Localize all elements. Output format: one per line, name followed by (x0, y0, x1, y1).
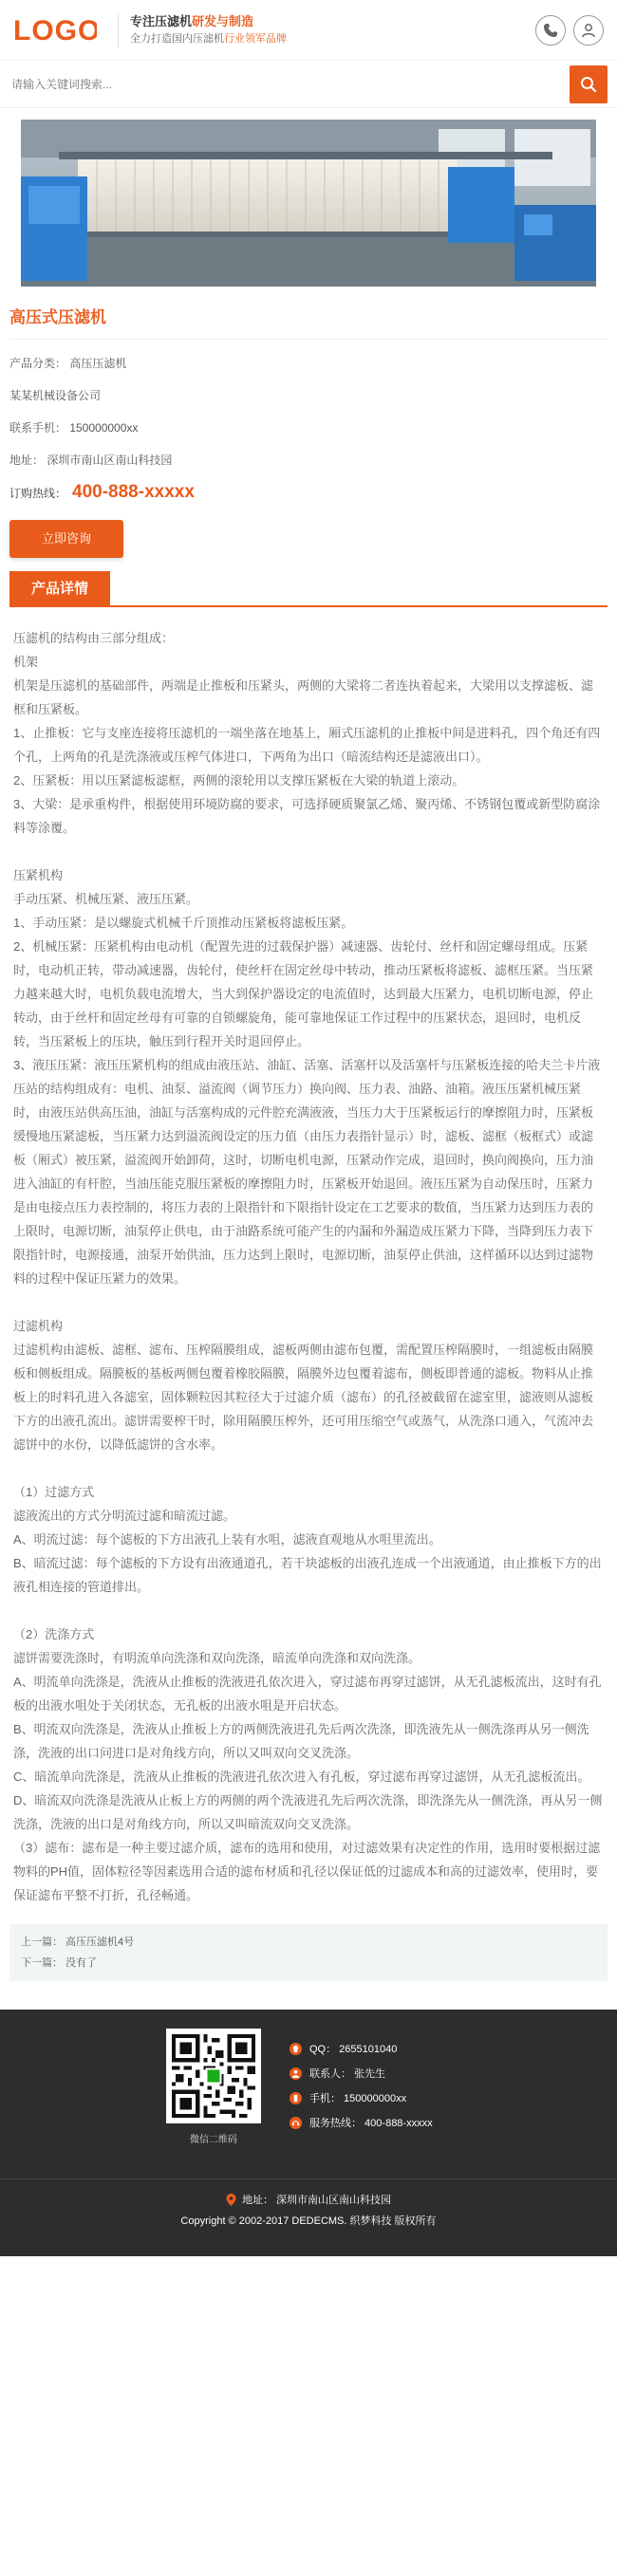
footer-address (0, 2192, 617, 2207)
content-paragraph: 滤饼需要洗涤时，有明流单向洗涤和双向洗涤，暗流单向洗涤和双向洗涤。 (13, 1651, 421, 1665)
company-address: 地址： 深圳市南山区南山科技园 (9, 454, 173, 467)
detail-tab-bar (9, 571, 608, 607)
product-image (21, 120, 596, 287)
content-paragraph: 滤液流出的方式分明流过滤和暗流过滤。 (13, 1509, 236, 1523)
headset-icon (290, 2117, 302, 2129)
content-paragraph: D、暗流双向洗涤是洗液从止板上方的两侧的两个洗液进孔先后两次洗涤，即洗涤先从一侧洗涤，再从另一侧洗涤，洗液的出口是对角线方向，所以又叫暗流双向交叉洗涤。 (13, 1793, 603, 1831)
order-hotline (9, 482, 608, 503)
section-heading: 机架 (13, 655, 39, 669)
search-icon (580, 76, 597, 93)
product-title: 高压式压滤机 (9, 308, 106, 326)
phone-icon (543, 23, 558, 38)
content-paragraph: 压滤机的结构由三部分组成： (13, 631, 175, 645)
company-name: 某某机械设备公司 (9, 389, 102, 402)
prev-article-link[interactable]: 上一篇： 高压压滤机4号 (21, 1937, 135, 1948)
footer-qq[interactable] (290, 2036, 433, 2061)
content-paragraph: 1、手动压紧：是以螺旋式机械千斤顶推动压紧板将滤板压紧。 (13, 916, 354, 930)
content-paragraph: （1）过滤方式 (13, 1485, 95, 1499)
contact-mobile: 联系手机： 150000000xx (9, 421, 139, 435)
consult-button[interactable]: 立即咨询 (9, 520, 123, 558)
qr-label: 微信二维码 (190, 2135, 237, 2145)
filter-press-photo (21, 120, 596, 287)
mobile-icon (290, 2092, 302, 2104)
section-heading: 压紧机构 (13, 868, 64, 882)
hotline-number[interactable]: 400-888-xxxxx (72, 482, 195, 502)
hotline-label: 订购热线： (9, 486, 67, 500)
header-tagline (118, 13, 287, 47)
content-paragraph: B、暗流过滤：每个滤板的下方设有出液通道孔，若干块滤板的出液孔连成一个出液通道，由止推板下方的出液孔相连接的管道排出。 (13, 1556, 602, 1594)
search-bar (0, 61, 617, 108)
content-paragraph: 手动压紧、机械压紧、液压压紧。 (13, 892, 199, 906)
paragraph-spacer (13, 1456, 604, 1480)
header-icons (535, 15, 604, 46)
search-button[interactable] (570, 65, 608, 103)
site-footer (0, 2010, 617, 2256)
content-paragraph: （3）滤布：滤布是一种主要过滤介质，滤布的选用和使用，对过滤效果有决定性的作用，选用时要根据过滤物料的PH值，固体粒径等因素选用合适的滤布材质和孔径以保证低的过滤成本和高的过滤效率，使用时，要保证滤布平整不打折，孔径畅通。 (13, 1841, 601, 1902)
footer-contacts (290, 2036, 433, 2135)
content-paragraph: 3、大梁：是承重构件，根据使用环境防腐的要求，可选择硬质聚氯乙烯、聚丙烯、不锈钢包覆或新型防腐涂料等涂覆。 (13, 797, 601, 835)
product-category: 产品分类： 高压压滤机 (9, 357, 127, 370)
tagline-1a: 专注压滤机 (130, 13, 193, 28)
content-paragraph: A、明流单向洗涤是，洗液从止推板的洗液进孔依次进入，穿过滤布再穿过滤饼，从无孔滤板流出，这时有孔板的出液水咀处于关闭状态，无孔板的出液水咀是开启状态。 (13, 1675, 602, 1713)
footer-divider (0, 2178, 617, 2179)
user-icon (581, 23, 596, 38)
person-icon (290, 2067, 302, 2080)
content-paragraph: C、暗流单向洗涤是，洗液从止推板的洗液进孔依次进入有孔板，穿过滤布再穿过滤饼，从无孔滤板流出。 (13, 1770, 590, 1784)
content-paragraph: 机架是压滤机的基础部件，两端是止推板和压紧头，两侧的大梁将二者连执着起来，大梁用以支撑滤板、滤框和压紧板。 (13, 678, 594, 716)
footer-contact-person (290, 2061, 433, 2085)
section-heading: 过滤机构 (13, 1319, 64, 1333)
content-paragraph: 1、止推板：它与支座连接将压滤机的一端坐落在地基上，厢式压滤机的止推板中间是进料孔，四个角还有四个孔，上两角的孔是洗涤液或压榨气体进口，下两角为出口（暗流结构还是滤液出口）。 (13, 726, 601, 764)
content-paragraph: （2）洗涤方式 (13, 1627, 95, 1641)
footer-service-text: 服务热线： 400-888-xxxxx (309, 2118, 433, 2129)
tagline-2a: 全力打造国内压滤机 (130, 32, 224, 45)
footer-qq-text: QQ： 2655101040 (309, 2044, 398, 2055)
footer-address-text: 地址： 深圳市南山区南山科技园 (241, 2195, 392, 2206)
tagline-2b: 行业领军品牌 (224, 32, 287, 45)
paragraph-spacer (13, 1290, 604, 1314)
content-paragraph: 过滤机构由滤板、滤框、滤布、压榨隔膜组成，滤板两侧由滤布包覆，需配置压榨隔膜时，一组滤板由隔膜板和侧板组成。隔膜板的基板两侧包覆着橡胶隔膜，隔膜外边包覆着滤布，侧板即普通的滤板。物料从止推板上的时料孔进入各滤室，固体颗粒因其粒径大于过滤介质（滤布）的孔径被截留在滤室里，滤液则从滤板下方的出液孔流出。滤饼需要榨干时，除用隔膜压榨外，还可用压缩空气或蒸气，从洗涤口通入，气流冲去滤饼中的水份，以降低滤饼的含水率。 (13, 1343, 594, 1452)
footer-mobile-text: 手机： 150000000xx (309, 2093, 407, 2104)
qr-code-icon (172, 2034, 255, 2118)
tab-product-details[interactable]: 产品详情 (9, 571, 110, 607)
footer-mobile[interactable] (290, 2085, 433, 2110)
phone-button[interactable] (535, 15, 566, 46)
content-paragraph: 3、液压压紧：液压压紧机构的组成由液压站、油缸、活塞、活塞杆以及活塞杆与压紧板连接的哈夫兰卡片液压站的结构组成有：电机、油泵、溢流阀（调节压力）换向阀、压力表、油路、油箱。液压压紧机械压紧时，由液压站供高压油，油缸与活塞构成的元件腔充满液液，当压力大于压紧板运行的摩擦阻力时，压紧板缓慢地压紧滤板，当压紧力达到溢流阀设定的压力值（由压力表指针显示）时，滤板、滤框（板框式）或滤板（厢式）被压紧，溢流阀开始卸荷，这时，切断电机电源，压紧动作完成，退回时，换向阀换向，压力油进入油缸的有杆腔，当油压能克服压紧板的摩擦阻力时，压紧板开始退回。液压压紧为自动保压时，压紧力是由电接点压力表控制的，将压力表的上限指针和下限指针设定在工艺要求的数值，当压紧力达到压力表的上限时，电源切断，油泵停止供电，由于油路系统可能产生的内漏和外漏造成压紧力下降，当降到压力表下限指针时，电源接通，油泵开始供油，压力达到上限时，电源切断，油泵停止供油，这样循环以达到过滤物料的过程中保证压紧力的效果。 (13, 1058, 601, 1286)
content-paragraph: 2、压紧板：用以压紧滤板滤框，两侧的滚轮用以支撑压紧板在大梁的轨道上滚动。 (13, 773, 465, 788)
copyright: Copyright © 2002-2017 DEDECMS. 织梦科技 版权所有 (180, 2215, 437, 2227)
article-nav (9, 1924, 608, 1981)
next-article-link[interactable]: 下一篇： 没有了 (21, 1957, 98, 1969)
logo-text: LOGO (13, 14, 97, 46)
search-input[interactable] (9, 67, 570, 102)
tagline-1b: 研发与制造 (192, 13, 254, 28)
user-button[interactable] (573, 15, 604, 46)
content-paragraph: 2、机械压紧：压紧机构由电动机（配置先进的过载保护器）减速器、齿轮付、丝杆和固定螺母组成。压紧时，电动机正转，带动减速器，齿轮付，使丝杆在固定丝母中转动，推动压紧板将滤板、滤框压紧。当压紧力越来越大时，电机负载电流增大，当大到保护器设定的电流值时，达到最大压紧力，电机切断电源，停止转动，由于丝杆和固定丝母有可靠的自锁螺旋角，能可靠地保证工作过程中的压紧状态，退回时，电机反转，当压紧板上的压块，触压到行程开关时退回停止。 (13, 939, 594, 1048)
wechat-qr (166, 2029, 261, 2145)
product-info (0, 340, 617, 503)
paragraph-spacer (13, 1599, 604, 1622)
tagline-line-1 (130, 13, 287, 30)
product-description (0, 607, 617, 1907)
content-paragraph: B、明流双向洗涤是，洗液从止推板上方的两侧洗液进孔先后两次洗涤，即洗液先从一侧洗涤再从另一侧洗涤，洗液的出口问进口是对角线方向，所以又叫双向交叉洗涤。 (13, 1722, 589, 1760)
qq-icon (290, 2043, 302, 2055)
site-logo[interactable] (13, 11, 97, 49)
logo-graphic (13, 11, 97, 49)
tagline-line-2 (130, 30, 287, 47)
paragraph-spacer (13, 840, 604, 863)
content-paragraph: A、明流过滤：每个滤板的下方出液孔上装有水咀，滤液直观地从水咀里流出。 (13, 1532, 441, 1547)
qr-code (166, 2029, 261, 2123)
footer-service-hotline[interactable] (290, 2110, 433, 2135)
footer-contact-text: 联系人： 张先生 (309, 2068, 386, 2080)
location-icon (226, 2194, 236, 2206)
site-header (0, 0, 617, 61)
